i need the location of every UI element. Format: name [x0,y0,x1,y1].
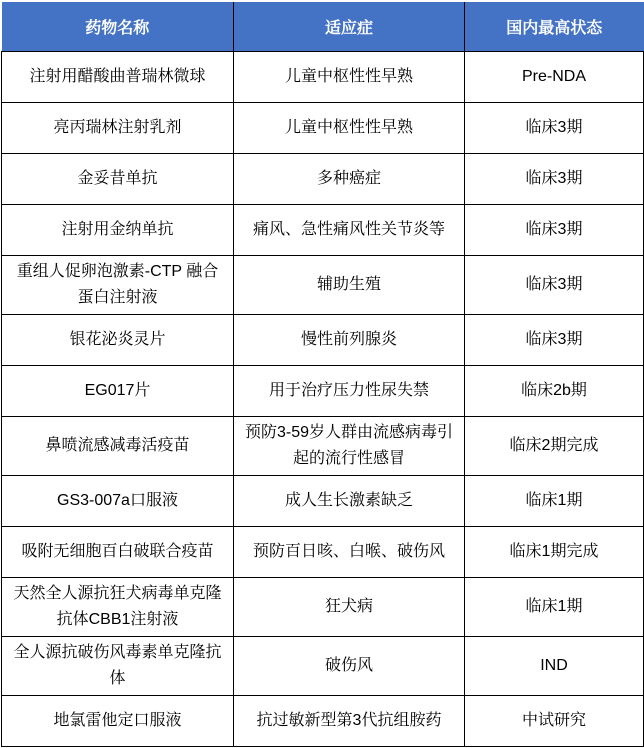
drug-pipeline-table [1,2,644,747]
drug-name-cell: 金妥昔单抗 [2,154,234,205]
drug-name-cell: 鼻喷流感减毒活疫苗 [2,417,234,476]
indication-cell: 狂犬病 [234,578,465,637]
table-row [2,637,644,696]
drug-name-cell: 地氯雷他定口服液 [2,696,234,747]
column-header-drug-name: 药物名称 [2,2,234,52]
indication-cell: 预防百日咳、白喉、破伤风 [234,527,465,578]
table-body [2,52,644,747]
drug-name-cell: 银花泌炎灵片 [2,315,234,366]
status-cell: 临床3期 [465,103,644,154]
table-row [2,52,644,103]
drug-name-cell: 全人源抗破伤风毒素单克隆抗体 [2,637,234,696]
indication-cell: 破伤风 [234,637,465,696]
indication-cell: 用于治疗压力性尿失禁 [234,366,465,417]
status-cell: 临床3期 [465,154,644,205]
drug-name-cell: 吸附无细胞百白破联合疫苗 [2,527,234,578]
drug-name-cell: 注射用金纳单抗 [2,205,234,256]
status-cell: IND [465,637,644,696]
indication-cell: 儿童中枢性性早熟 [234,103,465,154]
status-cell: 临床3期 [465,256,644,315]
table-row [2,578,644,637]
table-row [2,315,644,366]
status-cell: 临床1期完成 [465,527,644,578]
column-header-indication: 适应症 [234,2,465,52]
table-row [2,366,644,417]
indication-cell: 抗过敏新型第3代抗组胺药 [234,696,465,747]
status-cell: Pre-NDA [465,52,644,103]
table-row [2,527,644,578]
indication-cell: 痛风、急性痛风性关节炎等 [234,205,465,256]
status-cell: 临床2期完成 [465,417,644,476]
indication-cell: 儿童中枢性性早熟 [234,52,465,103]
indication-cell: 慢性前列腺炎 [234,315,465,366]
status-cell: 临床1期 [465,578,644,637]
indication-cell: 辅助生殖 [234,256,465,315]
table-row [2,417,644,476]
drug-name-cell: 天然全人源抗狂犬病毒单克隆抗体CBB1注射液 [2,578,234,637]
drug-name-cell: GS3-007a口服液 [2,476,234,527]
status-cell: 临床1期 [465,476,644,527]
indication-cell: 成人生长激素缺乏 [234,476,465,527]
drug-name-cell: 注射用醋酸曲普瑞林微球 [2,52,234,103]
status-cell: 中试研究 [465,696,644,747]
table-row [2,476,644,527]
drug-name-cell: EG017片 [2,366,234,417]
indication-cell: 预防3-59岁人群由流感病毒引起的流行性感冒 [234,417,465,476]
table-row [2,103,644,154]
table-row [2,154,644,205]
table-row [2,696,644,747]
header-row [2,2,644,52]
table-header [2,2,644,52]
table-row [2,256,644,315]
status-cell: 临床3期 [465,315,644,366]
drug-name-cell: 亮丙瑞林注射乳剂 [2,103,234,154]
drug-name-cell: 重组人促卵泡激素-CTP 融合蛋白注射液 [2,256,234,315]
status-cell: 临床2b期 [465,366,644,417]
indication-cell: 多种癌症 [234,154,465,205]
table-row [2,205,644,256]
status-cell: 临床3期 [465,205,644,256]
column-header-status: 国内最高状态 [465,2,644,52]
